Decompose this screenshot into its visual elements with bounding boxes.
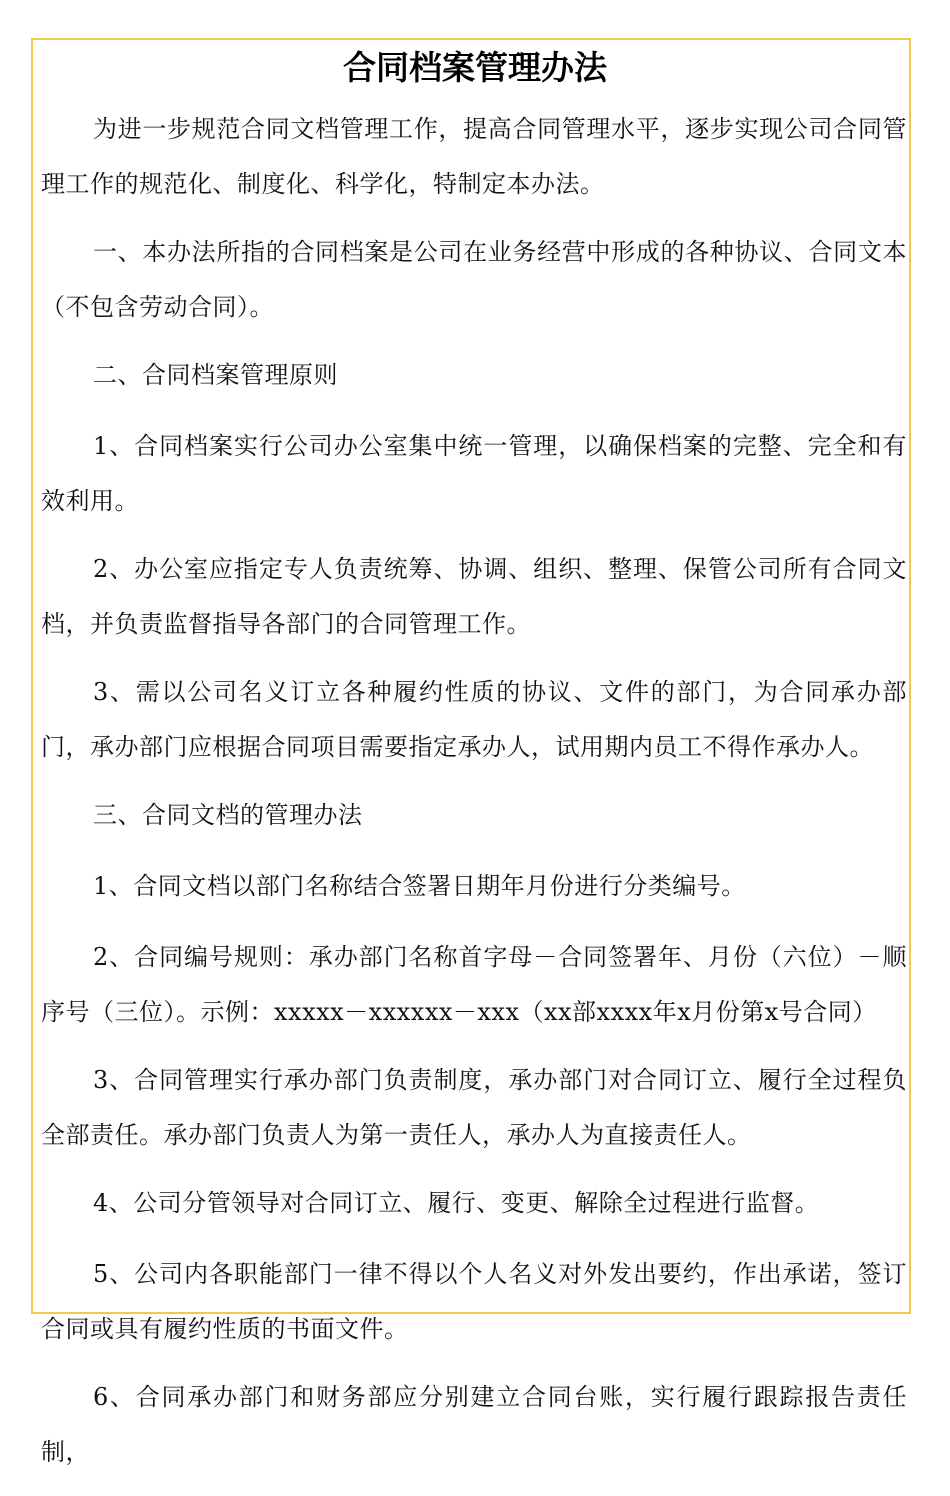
paragraph-section-1: 一、本办法所指的合同档案是公司在业务经营中形成的各种协议、合同文本（不包含劳动合同）。 [41,238,907,321]
paragraph-intro: 为进一步规范合同文档管理工作，提高合同管理水平，逐步实现公司合同管理工作的规范化、制度化、科学化，特制定本办法。 [41,115,907,198]
paragraph-2-2: 2、办公室应指定专人负责统筹、协调、组织、整理、保管公司所有合同文档，并负责监督指导各部门的合同管理工作。 [41,555,907,638]
paragraph-3-6: 6、合同承办部门和财务部应分别建立合同台账，实行履行跟踪报告责任制， [41,1383,907,1466]
paragraph-2-3: 3、需以公司名义订立各种履约性质的协议、文件的部门，为合同承办部门，承办部门应根据合同项目需要指定承办人，试用期内员工不得作承办人。 [41,678,907,761]
paragraph-2-1: 1、合同档案实行公司办公室集中统一管理，以确保档案的完整、完全和有效利用。 [41,432,907,515]
paragraph-3-2: 2、合同编号规则：承办部门名称首字母－合同签署年、月份（六位）－顺序号（三位）。示例：xxxxx－xxxxxx－xxx（xx部xxxx年x月份第x号合同） [41,943,907,1026]
paragraph-3-1: 1、合同文档以部门名称结合签署日期年月份进行分类编号。 [93,872,746,900]
section-heading-2: 二、合同档案管理原则 [93,361,338,389]
document-title: 合同档案管理办法 [343,48,607,87]
paragraph-3-3: 3、合同管理实行承办部门负责制度，承办部门对合同订立、履行全过程负全部责任。承办部门负责人为第一责任人，承办人为直接责任人。 [41,1066,907,1149]
paragraph-3-4: 4、公司分管领导对合同订立、履行、变更、解除全过程进行监督。 [93,1189,820,1217]
section-heading-3: 三、合同文档的管理办法 [93,801,363,829]
paragraph-3-5: 5、公司内各职能部门一律不得以个人名义对外发出要约，作出承诺，签订合同或具有履约性质的书面文件。 [41,1260,907,1343]
document-body [41,102,907,1496]
